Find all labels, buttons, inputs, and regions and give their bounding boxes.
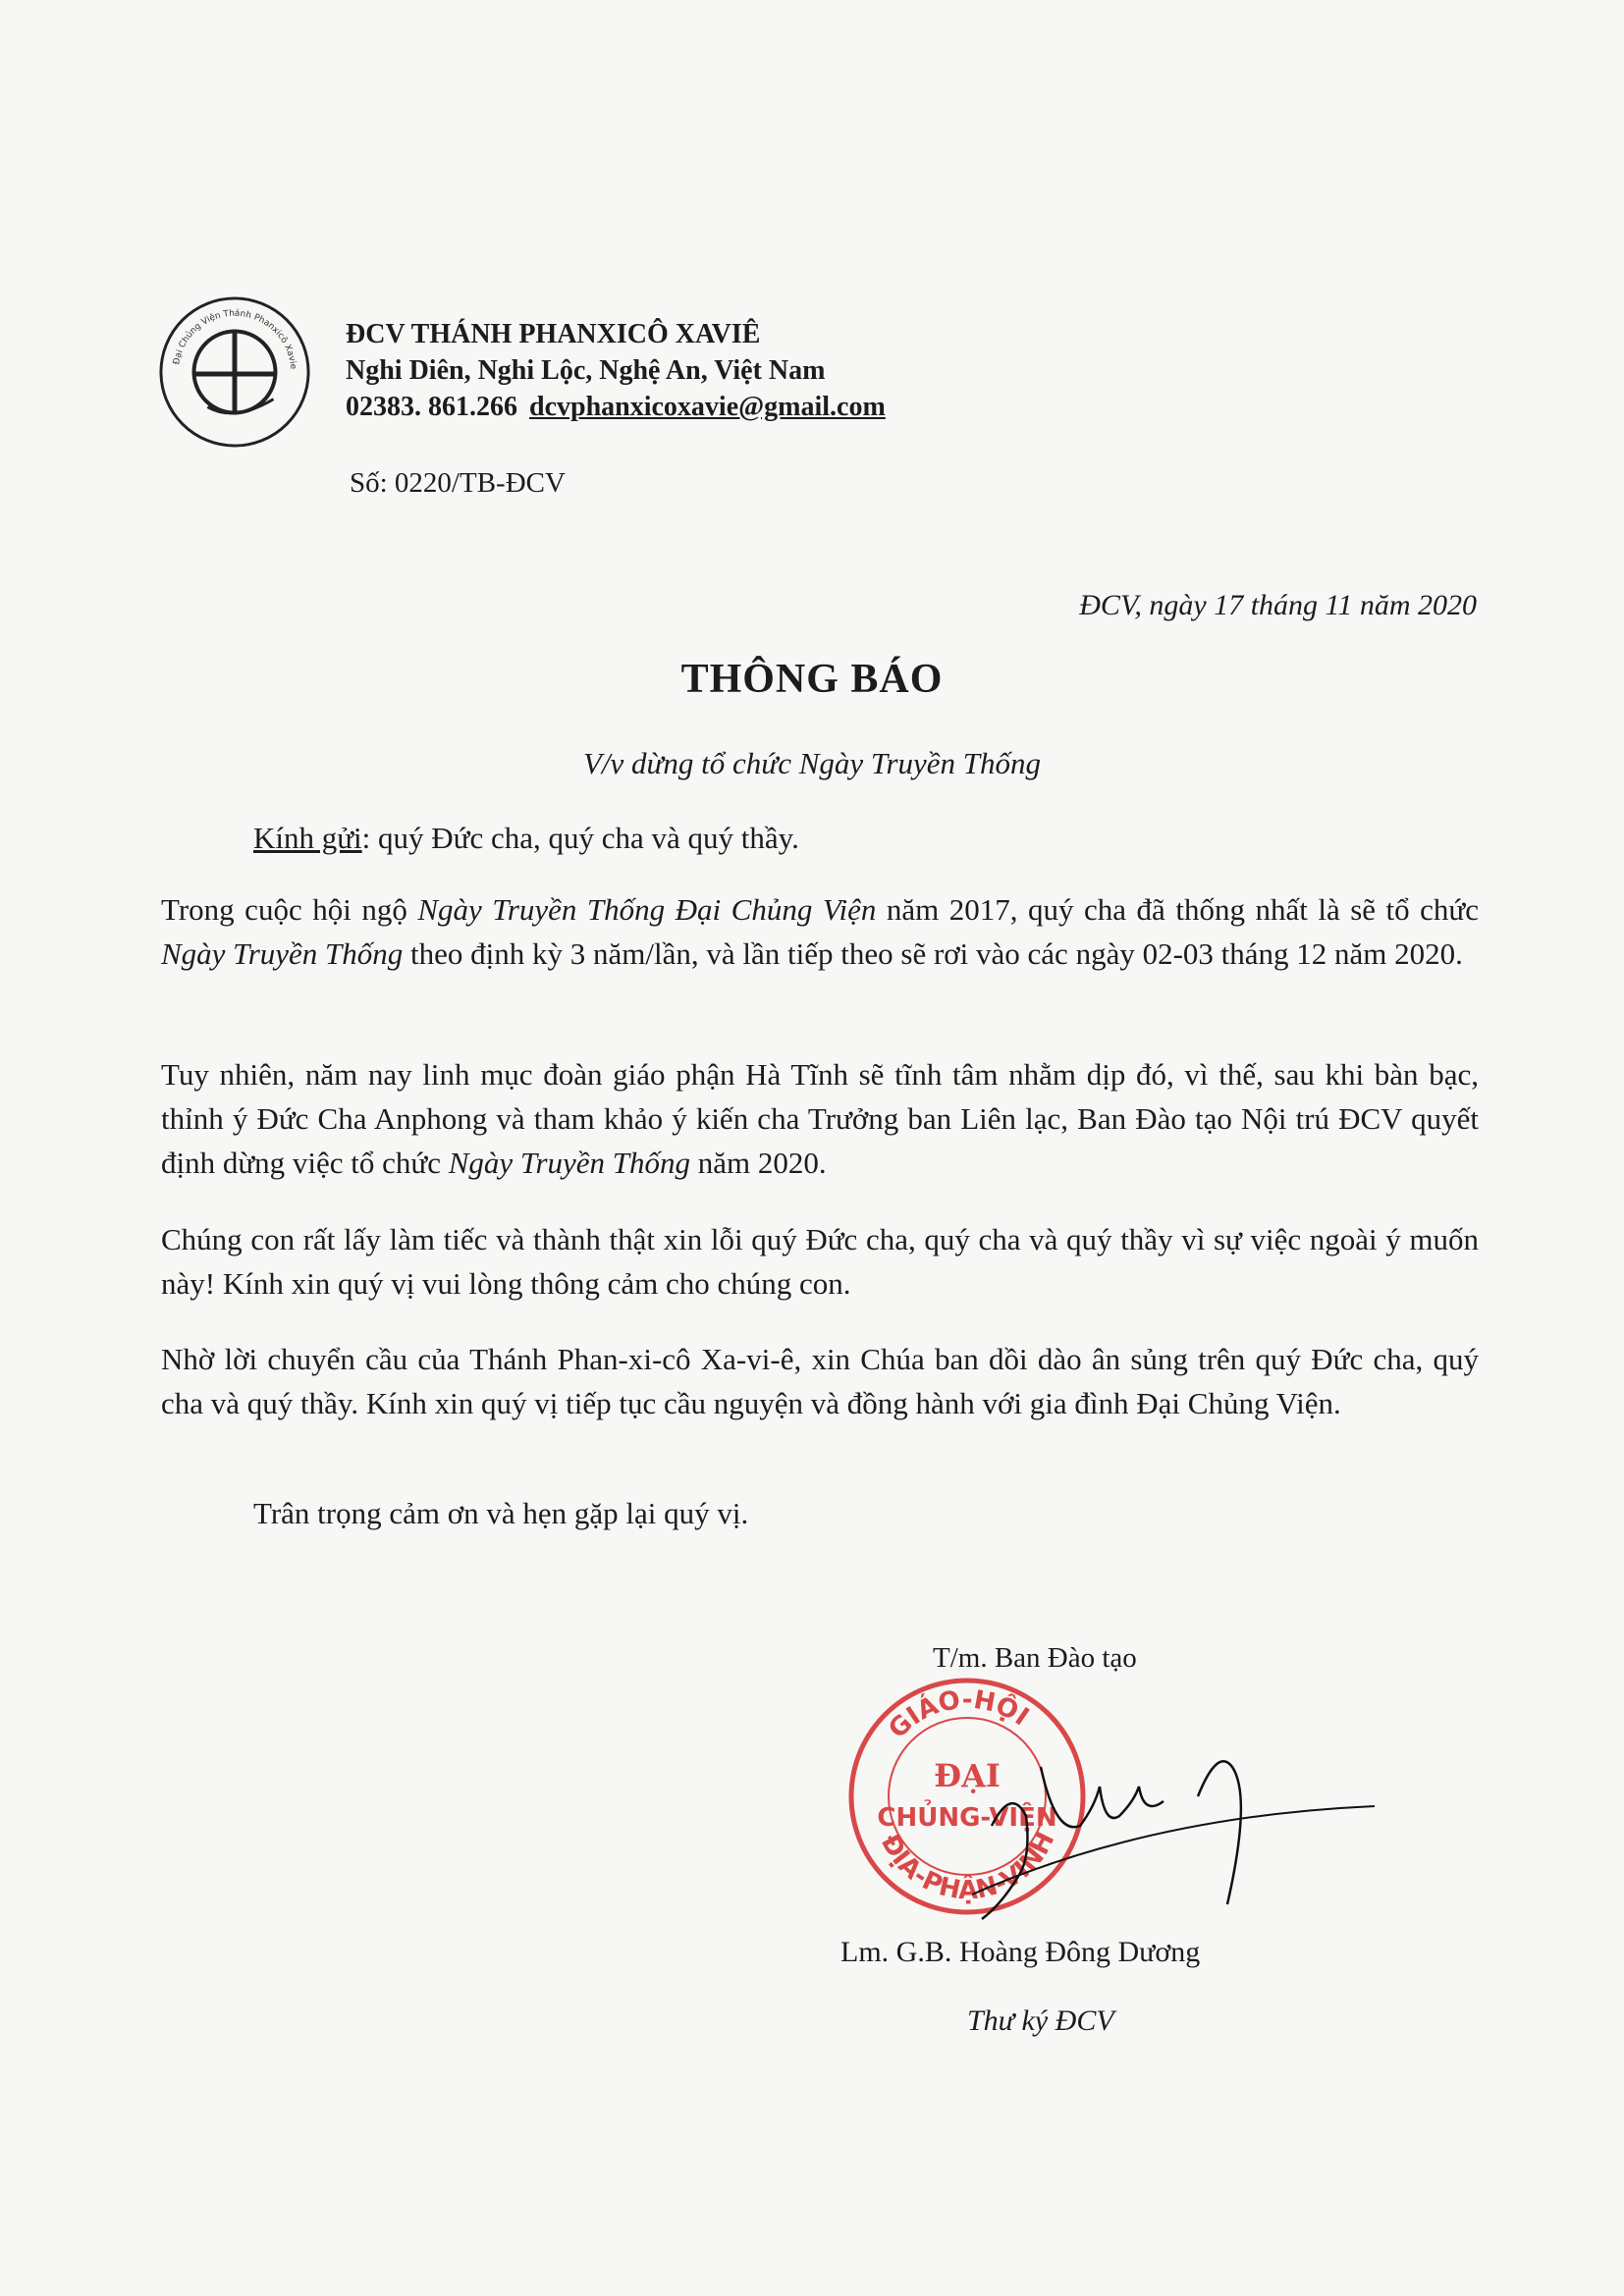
stamp-line-1: ĐẠI <box>934 1757 1001 1794</box>
closing-line: Trân trọng cảm ơn và hẹn gặp lại quý vị. <box>253 1496 749 1530</box>
org-address: Nghi Diên, Nghi Lộc, Nghệ An, Việt Nam <box>346 355 826 386</box>
paragraph-1-text-e: theo định kỳ 3 năm/lần, và lần tiếp theo sẽ rơi vào các ngày 02-03 tháng 12 năm 2020. <box>403 936 1463 971</box>
handwritten-signature-icon <box>972 1708 1384 1934</box>
paragraph-2 <box>161 1052 1479 1185</box>
greeting <box>253 821 799 856</box>
signer-name: Lm. G.B. Hoàng Đông Dương <box>840 1936 1201 1968</box>
on-behalf-label: T/m. Ban Đào tạo <box>933 1642 1137 1674</box>
paragraph-2-text-a: Tuy nhiên, năm nay linh mục đoàn giáo phận Hà Tĩnh sẽ tĩnh tâm nhằm dịp đó, vì thế, sau khi bàn bạc, thỉnh ý Đức Cha Anphong và tham khảo ý kiến cha Trưởng ban Liên lạc, Ban Đào tạo Nội trú ĐCV quyết định dừng việc tổ chức <box>161 1057 1479 1180</box>
paragraph-1-text-a: Trong cuộc hội ngộ <box>161 892 418 927</box>
greeting-label: Kính gửi <box>253 821 362 855</box>
paragraph-1-italic-day: Ngày Truyền Thống <box>161 936 404 971</box>
paragraph-1-text-c: năm 2017, quý cha đã thống nhất là sẽ tổ chức <box>876 892 1479 927</box>
document-number: Số: 0220/TB-ĐCV <box>350 467 566 499</box>
stamp-ring-top: GIÁO-HỘI <box>883 1684 1035 1745</box>
greeting-text: : quý Đức cha, quý cha và quý thầy. <box>361 821 799 855</box>
stamp-ring-bottom: ĐỊA-PHẬN-VINH <box>874 1827 1061 1906</box>
document-title: THÔNG BÁO <box>680 657 944 702</box>
date-line: ĐCV, ngày 17 tháng 11 năm 2020 <box>1079 589 1477 621</box>
signer-role: Thư ký ĐCV <box>967 2004 1114 2037</box>
org-email-link[interactable]: dcvphanxicoxavie@gmail.com <box>529 392 886 422</box>
logo-ring-text: Đại Chủng Viện Thánh Phanxicô Xavie <box>172 308 298 370</box>
stamp-line-2: CHỦNG-VIỆN <box>877 1803 1057 1833</box>
document-subject: V/v dừng tổ chức Ngày Truyền Thống <box>582 746 1042 780</box>
paragraph-2-text-c: năm 2020. <box>690 1146 827 1180</box>
paragraph-2-italic-day: Ngày Truyền Thống <box>448 1146 691 1180</box>
org-name: ĐCV THÁNH PHANXICÔ XAVIÊ <box>346 319 761 349</box>
org-contact <box>346 389 886 425</box>
paragraph-4: Nhờ lời chuyển cầu của Thánh Phan-xi-cô Xa-vi-ê, xin Chúa ban dồi dào ân sủng trên quý Đức cha, quý cha và quý thầy. Kính xin quý vị tiếp tục cầu nguyện và đồng hành với gia đình Đại Chủng Viện. <box>161 1342 1479 1420</box>
organization-header <box>346 316 886 425</box>
seminary-logo-icon <box>157 294 312 450</box>
org-phone: 02383. 861.266 <box>346 392 517 422</box>
paragraph-1-italic-event: Ngày Truyền Thống Đại Chủng Viện <box>417 892 877 927</box>
paragraph-1 <box>161 887 1479 976</box>
paragraph-3: Chúng con rất lấy làm tiếc và thành thật xin lỗi quý Đức cha, quý cha và quý thầy vì sự việc ngoài ý muốn này! Kính xin quý vị vui lòng thông cảm cho chúng con. <box>161 1222 1479 1301</box>
